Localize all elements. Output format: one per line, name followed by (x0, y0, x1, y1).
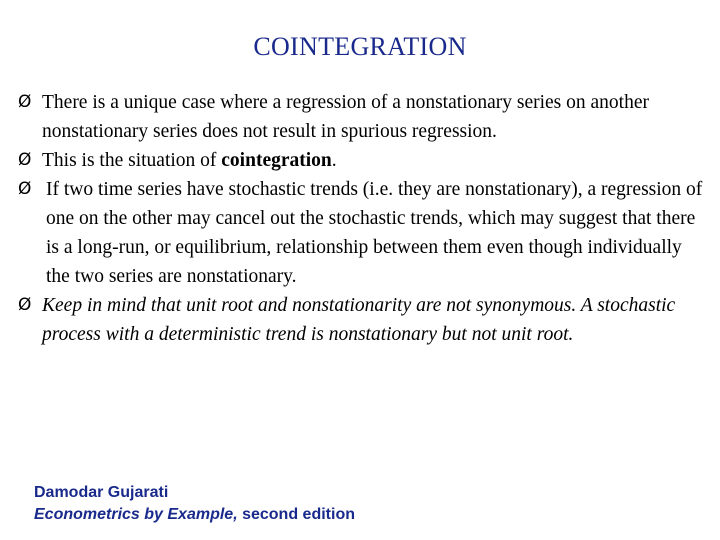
bullet-text-2-keyword: cointegration (221, 150, 332, 171)
bullet-text-2-before: This is the situation of (42, 150, 222, 171)
bullet-text-3: If two time series have stochastic trends (i.e. they are nonstationary), a regression of one on the other may cancel out the stochastic trends, which may suggest that there is a long-run, or equilibrium, relationship between them even though individually the two series are nonstationary. (46, 179, 703, 287)
bullet-item-2 (18, 146, 708, 175)
footer-edition: second edition (237, 506, 355, 523)
arrow-bullet-icon: Ø (18, 179, 32, 199)
arrow-bullet-icon: Ø (18, 295, 32, 315)
arrow-bullet-icon: Ø (18, 92, 32, 112)
bullet-item-1 (18, 88, 708, 146)
footer-book-title: Econometrics by Example, (34, 506, 238, 523)
bullet-text-1: There is a unique case where a regression of a nonstationary series on another nonstationary series does not result in spurious regression. (42, 92, 649, 142)
footer-author: Damodar Gujarati (34, 484, 169, 501)
bullet-list (18, 88, 708, 349)
bullet-item-4 (18, 291, 708, 349)
footer-book-line (34, 504, 355, 526)
footer-citation (34, 482, 355, 526)
arrow-bullet-icon: Ø (18, 150, 32, 170)
bullet-text-2-after: . (331, 150, 337, 171)
bullet-item-3 (18, 175, 708, 291)
slide-title: COINTEGRATION (253, 32, 467, 61)
bullet-text-4: Keep in mind that unit root and nonstationarity are not synonymous. A stochastic process with a deterministic trend is nonstationary but not unit root. (42, 295, 676, 345)
